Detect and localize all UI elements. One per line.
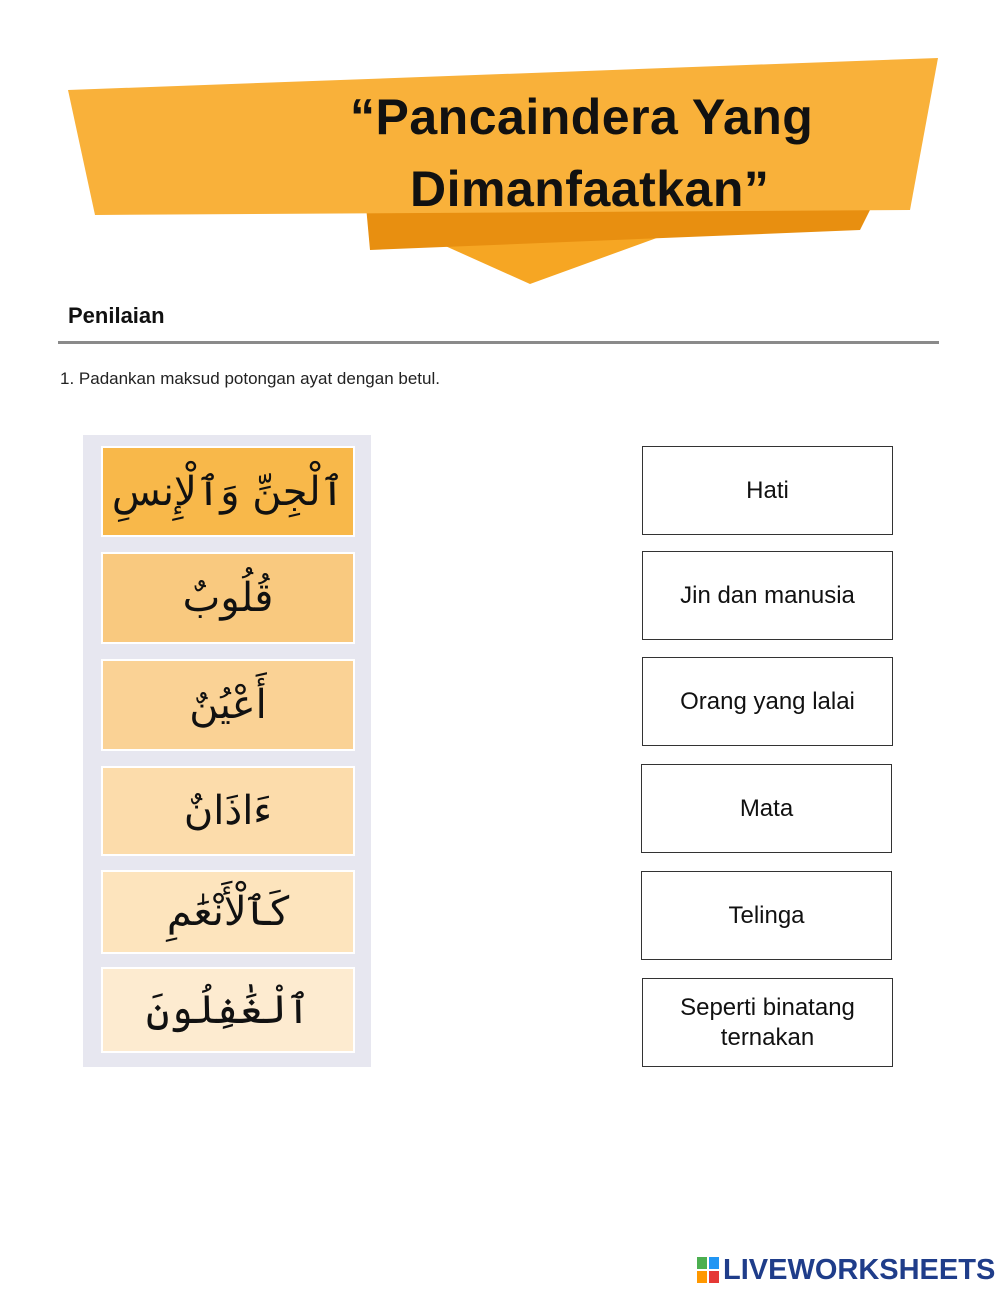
- arabic-term-card[interactable]: [101, 659, 355, 751]
- arabic-term-card[interactable]: [101, 766, 355, 856]
- instruction-text: 1. Padankan maksud potongan ayat dengan betul.: [60, 369, 440, 388]
- arabic-term-card[interactable]: [101, 967, 355, 1053]
- answer-box[interactable]: [642, 978, 893, 1067]
- arabic-term-text: قُلُوبٌ: [182, 575, 274, 621]
- answer-box[interactable]: [642, 551, 893, 640]
- graduation-cap-icon: [0, 0, 82, 52]
- footer-logo[interactable]: [697, 1255, 995, 1285]
- answer-box[interactable]: [642, 446, 893, 535]
- liveworksheets-logo-icon: [697, 1257, 719, 1283]
- answer-box[interactable]: [641, 871, 892, 960]
- answer-text: Jin dan manusia: [680, 581, 855, 609]
- arabic-term-text: ٱلْغَٰفِلُونَ: [145, 987, 311, 1033]
- arabic-term-text: كَٱلْأَنْعَٰمِ: [166, 889, 290, 935]
- answer-box[interactable]: [641, 764, 892, 853]
- arabic-term-card[interactable]: [101, 552, 355, 644]
- answer-text: Seperti binatang ternakan: [680, 993, 855, 1051]
- page-title-line-2: Dimanfaatkan”: [410, 161, 770, 217]
- answer-text: Hati: [746, 476, 789, 504]
- footer-brand-text: LIVEWORKSHEETS: [723, 1253, 996, 1286]
- divider: [58, 341, 939, 344]
- banner-ribbon: [0, 0, 1000, 300]
- title-banner: [0, 0, 1000, 300]
- arabic-term-text: ءَاذَانٌ: [183, 788, 273, 834]
- answer-text: Telinga: [728, 901, 805, 929]
- answer-text: Mata: [739, 794, 794, 822]
- arabic-term-card[interactable]: [101, 446, 355, 537]
- page-title-line-1: “Pancaindera Yang: [350, 89, 814, 145]
- section-heading: Penilaian: [68, 303, 165, 328]
- answer-text: Orang yang lalai: [680, 687, 855, 715]
- arabic-term-card[interactable]: [101, 870, 355, 954]
- arabic-term-text: ٱلْجِنِّ وَٱلْإِنسِ: [111, 468, 345, 515]
- answer-box[interactable]: [642, 657, 893, 746]
- arabic-term-text: أَعْيُنٌ: [189, 682, 267, 728]
